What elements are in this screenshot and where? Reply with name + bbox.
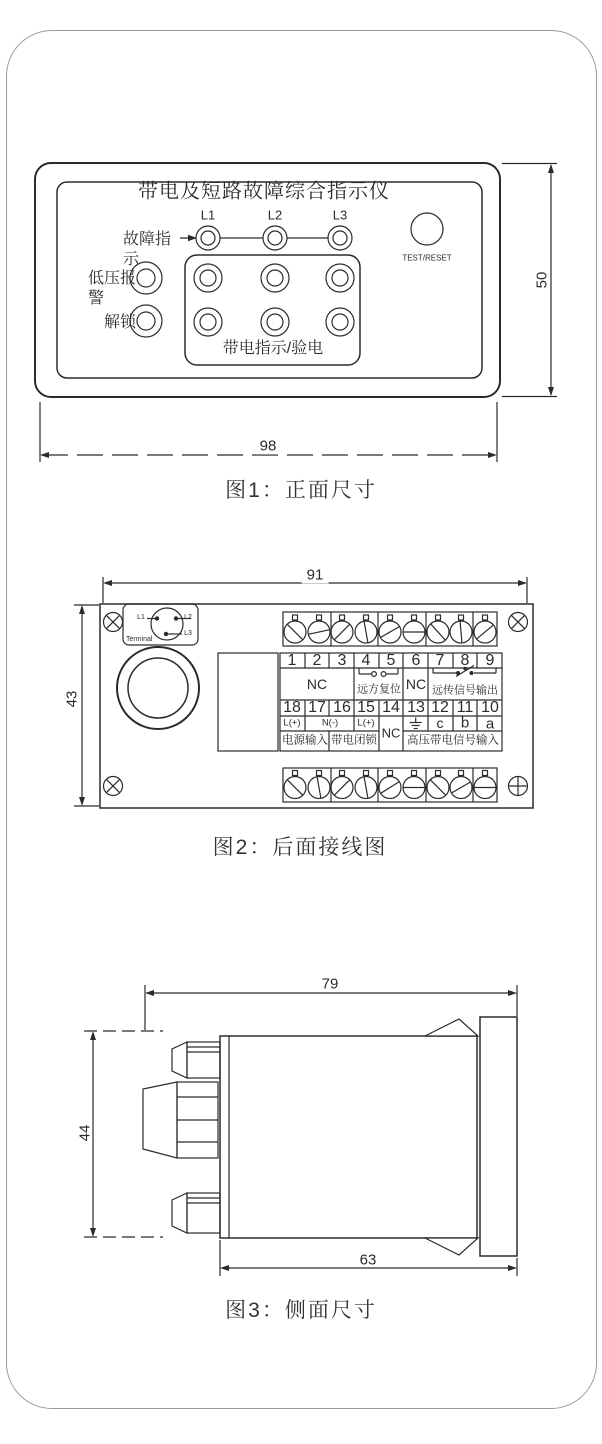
live-indication-lamp-icon bbox=[194, 264, 354, 336]
phase-label-l2: L2 bbox=[267, 207, 283, 223]
dimension-value-91: 91 bbox=[302, 566, 329, 583]
remote-signal-label: 远传信号输出 bbox=[432, 684, 498, 697]
phase-a-label: a bbox=[485, 715, 495, 733]
terminal-number: 2 bbox=[312, 651, 322, 669]
corner-screw-icon bbox=[509, 777, 528, 796]
ground-icon bbox=[410, 718, 422, 729]
terminal-box-label: Terminal bbox=[126, 636, 153, 643]
test-reset-label: TEST/RESET bbox=[402, 253, 452, 263]
figure3-caption: 图3：侧面尺寸 bbox=[225, 1298, 377, 1322]
figure1-caption: 图1：正面尺寸 bbox=[225, 478, 377, 502]
corner-screw-icon bbox=[104, 777, 123, 796]
corner-screw-icon bbox=[104, 613, 123, 632]
low-voltage-alarm-label: 低压报警 bbox=[88, 270, 137, 307]
terminal-number: 5 bbox=[386, 651, 396, 669]
dimension-value-44: 44 bbox=[76, 1124, 94, 1142]
terminal-number: 18 bbox=[283, 698, 301, 716]
remote-reset-label: 远方复位 bbox=[357, 683, 401, 696]
unlock-label: 解锁 bbox=[104, 314, 137, 331]
n-minus-label: N(-) bbox=[321, 717, 339, 729]
screw-terminal-icon bbox=[284, 777, 496, 799]
terminal-number: 1 bbox=[287, 651, 297, 669]
terminal-number: 17 bbox=[308, 698, 326, 716]
live-lock-label: 带电闭锁 bbox=[331, 734, 377, 747]
terminal-number: 14 bbox=[382, 698, 400, 716]
nc-label: NC bbox=[405, 675, 427, 692]
terminal-number: 13 bbox=[407, 698, 425, 716]
terminal-number: 15 bbox=[357, 698, 375, 716]
terminal-number: 3 bbox=[337, 651, 347, 669]
terminal-number: 16 bbox=[333, 698, 351, 716]
dimension-value-98: 98 bbox=[255, 437, 282, 454]
rear-plug-icon bbox=[172, 1193, 220, 1233]
terminal-number: 11 bbox=[456, 698, 474, 716]
phase-label-l3: L3 bbox=[332, 207, 348, 223]
fault-indicator-lamp-icon bbox=[196, 226, 352, 250]
l-plus-label: L(+) bbox=[283, 717, 301, 729]
dimension-value-43: 43 bbox=[63, 690, 81, 708]
round-connector-icon bbox=[117, 647, 199, 729]
phase-b-label: b bbox=[460, 714, 470, 732]
terminal-number: 9 bbox=[485, 651, 495, 669]
corner-screw-icon bbox=[509, 613, 528, 632]
rear-plug-icon bbox=[172, 1042, 220, 1078]
terminal-pin-l3: L3 bbox=[184, 629, 192, 637]
dimension-height-44 bbox=[84, 1031, 163, 1237]
mounting-clip-icon bbox=[425, 1238, 478, 1255]
screw-terminal-icon bbox=[284, 621, 496, 643]
terminal-number: 12 bbox=[431, 698, 449, 716]
terminal-number: 8 bbox=[460, 651, 470, 669]
terminal-number: 10 bbox=[481, 698, 499, 716]
nc-label: NC bbox=[381, 725, 401, 741]
phase-c-label: c bbox=[436, 714, 444, 731]
front-flange bbox=[480, 1017, 517, 1256]
nc-label: NC bbox=[306, 675, 328, 692]
mounting-clip-icon bbox=[425, 1019, 478, 1036]
terminal-number: 6 bbox=[411, 651, 421, 669]
dimension-value-79: 79 bbox=[321, 975, 339, 993]
terminal-strip-top bbox=[283, 612, 497, 646]
l-plus-label: L(+) bbox=[357, 717, 375, 729]
live-indication-group-label: 带电指示/验电 bbox=[222, 339, 324, 357]
device-body bbox=[220, 1036, 477, 1238]
terminal-number: 7 bbox=[435, 651, 445, 669]
terminal-pin-l2: L2 bbox=[184, 613, 192, 621]
terminal-number: 4 bbox=[361, 651, 371, 669]
dimension-value-63: 63 bbox=[359, 1251, 377, 1269]
terminal-pin-l1: L1 bbox=[137, 613, 145, 621]
hv-signal-input-label: 高压带电信号输入 bbox=[407, 734, 499, 747]
test-reset-button-icon bbox=[411, 213, 443, 245]
figure1-title: 带电及短路故障综合指示仪 bbox=[138, 180, 390, 203]
fault-indicator-label: 故障指示 bbox=[123, 231, 172, 268]
figure2-caption: 图2：后面接线图 bbox=[212, 835, 388, 859]
terminal-strip-bottom bbox=[283, 768, 497, 802]
phase-label-l1: L1 bbox=[200, 207, 216, 223]
side-view-drawing bbox=[84, 985, 517, 1276]
dimension-value-50: 50 bbox=[533, 271, 551, 289]
blank-box bbox=[218, 653, 278, 751]
power-input-label: 电源输入 bbox=[282, 734, 328, 747]
rear-plug-icon bbox=[143, 1082, 218, 1158]
